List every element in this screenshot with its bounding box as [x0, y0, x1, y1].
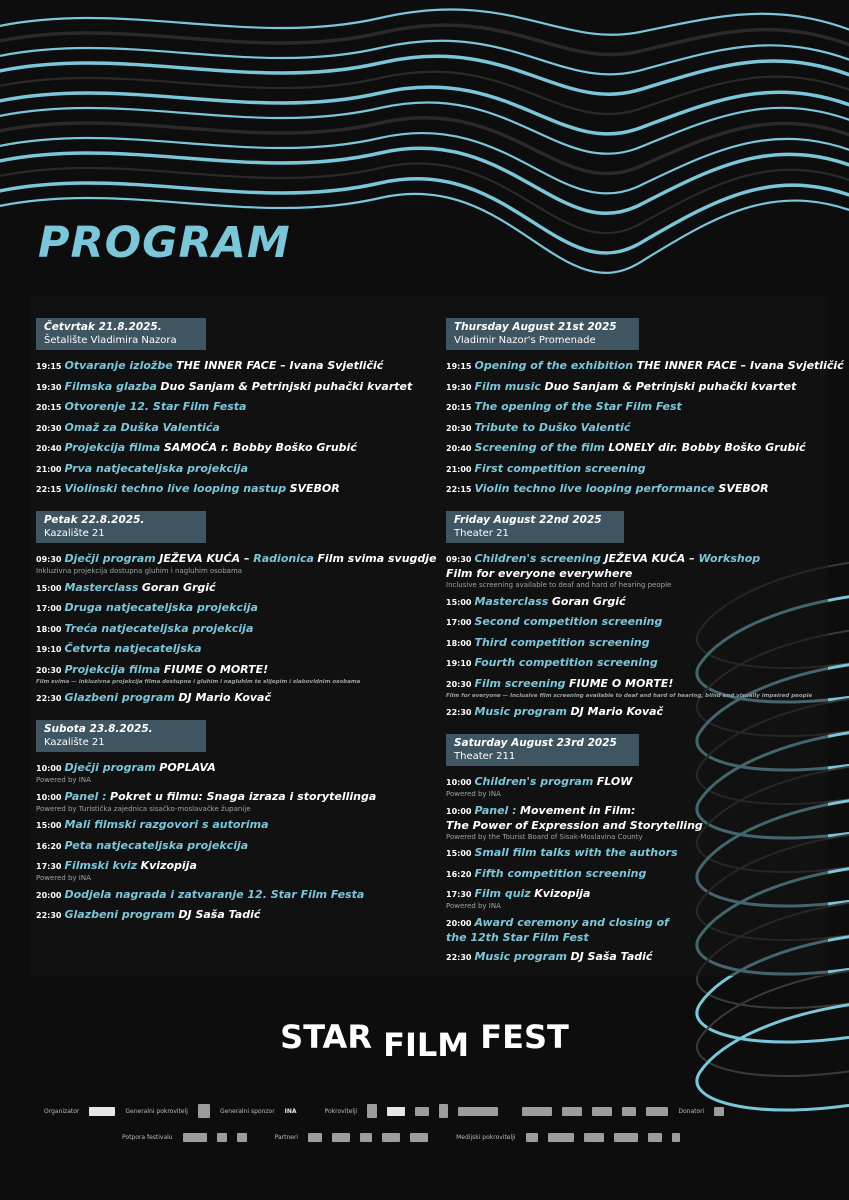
event-label: Dječji program: [64, 552, 156, 565]
day-title: Friday August 22nd 2025: [454, 514, 602, 526]
event-text-line2: The Power of Expression and Storytelling: [446, 818, 703, 832]
sponsor-label: Partneri: [274, 1133, 299, 1141]
event-time: 22:30: [446, 953, 472, 962]
event-row: [36, 663, 431, 686]
event-label: Music program: [474, 950, 567, 963]
event-label: Glazbeni program: [64, 908, 175, 921]
event-label: First competition screening: [474, 461, 646, 475]
sponsor-logo: [672, 1133, 680, 1142]
wave-line: [0, 102, 849, 153]
event-label: Award ceremony and closing of: [474, 915, 669, 929]
program-column-croatian: [36, 318, 437, 937]
event-row: [36, 601, 431, 616]
sponsor-label: Organizator: [44, 1107, 80, 1115]
day-title: Thursday August 21st 2025: [454, 321, 617, 333]
event-text: SVEBOR: [289, 482, 340, 495]
event-row: [446, 615, 841, 630]
day-venue: Theater 211: [454, 751, 516, 762]
event-row: [36, 790, 431, 813]
sponsor-logo: [332, 1133, 350, 1142]
event-row: [36, 691, 431, 706]
event-label: Otvaranje izložbe: [64, 359, 173, 372]
event-time: 20:30: [36, 665, 62, 675]
event-text: DJ Mario Kovač: [178, 691, 272, 704]
wave-line: [0, 87, 849, 134]
event-row: [446, 677, 841, 700]
event-row: [446, 887, 841, 910]
event-row: [446, 846, 841, 861]
sponsor-logo: [237, 1133, 247, 1142]
sponsor-label: Donatori: [678, 1107, 705, 1115]
day-title: Četvrtak 21.8.2025.: [44, 321, 162, 333]
event-text: Duo Sanjam & Petrinjski puhački kvartet: [160, 379, 413, 393]
day-header: [36, 511, 206, 543]
event-row: [446, 916, 841, 945]
event-label-2: Radionica: [253, 552, 314, 565]
event-text-line2: Film for everyone everywhere: [446, 567, 633, 580]
sponsor-label: Generalni pokrovitelj: [125, 1107, 188, 1115]
event-label: Omaž za Duška Valentića: [64, 420, 220, 434]
event-row: [36, 818, 431, 833]
event-time: 10:00: [36, 792, 62, 802]
event-row: [446, 950, 841, 965]
event-text: DJ Mario Kovač: [570, 705, 664, 718]
event-row: [36, 622, 431, 637]
sponsor-label: Generalni sponzor: [219, 1107, 275, 1115]
event-row: [36, 761, 431, 784]
event-label: Prva natjecateljska projekcija: [64, 461, 248, 475]
event-row: [36, 642, 431, 657]
event-row: [446, 595, 841, 610]
event-label: Filmska glazba: [64, 379, 157, 393]
event-time: 20:15: [446, 403, 472, 412]
day-title: Subota 23.8.2025.: [44, 723, 153, 735]
event-label: Violin techno live looping performance: [474, 482, 715, 495]
event-row: [446, 775, 841, 798]
event-row: [446, 705, 841, 720]
event-text: Duo Sanjam & Petrinjski puhački kvartet: [544, 379, 797, 393]
event-row: [36, 462, 431, 477]
day-header: [36, 720, 206, 752]
event-text: DJ Saša Tadić: [570, 950, 653, 963]
event-note: Powered by Turistička zajednica sisačko-moslavačke županije: [36, 804, 251, 813]
day-header: [36, 318, 206, 350]
sponsor-logo: [584, 1133, 604, 1142]
sponsor-logo: [548, 1133, 574, 1142]
day-title: Saturday August 23rd 2025: [454, 737, 617, 749]
sponsor-label: Pokrovitelji: [324, 1107, 358, 1115]
event-time: 22:30: [36, 694, 62, 703]
event-time: 16:20: [446, 869, 472, 879]
event-time: 20:00: [446, 918, 472, 928]
event-time: 17:30: [446, 890, 472, 899]
sponsor-logo: [183, 1133, 207, 1142]
event-row: [36, 552, 437, 575]
event-label: Music program: [474, 705, 567, 718]
event-label: Četvrta natjecateljska: [64, 642, 202, 655]
event-time: 20:30: [36, 423, 62, 433]
event-time: 21:00: [36, 464, 62, 474]
wave-line: [0, 148, 849, 213]
event-label: Glazbeni program: [64, 691, 175, 704]
event-time: 19:15: [36, 362, 62, 371]
event-row: [446, 441, 841, 456]
sponsor-logo: [217, 1133, 227, 1142]
logo-word-fest: FEST: [480, 1018, 569, 1056]
event-label: Film screening: [474, 676, 566, 690]
event-text: SVEBOR: [718, 482, 769, 495]
sponsor-logo: [648, 1133, 662, 1142]
event-time: 10:00: [446, 806, 472, 816]
event-label: Masterclass: [474, 594, 549, 608]
event-text: POPLAVA: [159, 761, 216, 774]
event-row: [446, 400, 841, 415]
event-label: Tribute to Duško Valentić: [474, 420, 631, 434]
event-text: Movement in Film:: [520, 803, 636, 817]
event-text: Kvizopija: [534, 887, 591, 900]
event-label: Violinski techno live looping nastup: [64, 482, 287, 495]
event-text: THE INNER FACE – Ivana Svjetličić: [636, 359, 844, 372]
sponsor-logo: [592, 1107, 612, 1116]
event-row: [446, 482, 841, 497]
event-label: Otvorenje 12. Star Film Festa: [64, 400, 247, 413]
sponsor-row-2: [44, 1124, 804, 1150]
event-row: [36, 441, 431, 456]
logo-word-film: FILM: [383, 1026, 470, 1064]
event-label: Projekcija filma: [64, 662, 161, 676]
event-text: JEŽEVA KUĆA –: [159, 552, 254, 565]
event-text: LONELY dir. Bobby Boško Grubić: [608, 441, 806, 454]
event-label: Fifth competition screening: [474, 866, 647, 880]
sponsor-logo: [622, 1107, 636, 1116]
event-time: 16:20: [36, 841, 62, 851]
event-note: Powered by the Tourist Board of Sisak-Moslavina County: [446, 832, 643, 841]
event-row: [36, 380, 431, 395]
event-note: Film for everyone — Inclusive film screening available to deaf and hard of hearing, blind and visually impaired people: [446, 692, 813, 699]
event-time: 15:00: [36, 821, 62, 830]
program-column-english: [446, 318, 844, 979]
crest-logo: [439, 1104, 448, 1118]
day-venue: Vladimir Nazor's Promenade: [454, 335, 596, 346]
event-time: 20:30: [446, 679, 472, 689]
event-row: [36, 482, 431, 497]
event-time: 19:10: [446, 659, 472, 668]
sponsor-logo: [415, 1107, 429, 1116]
day-block: [36, 318, 431, 497]
event-time: 22:15: [446, 485, 472, 494]
event-text: THE INNER FACE – Ivana Svjetličić: [176, 359, 384, 372]
organizer-logo: [89, 1107, 115, 1116]
event-time: 22:30: [446, 708, 472, 717]
day-venue: Theater 21: [454, 528, 509, 539]
event-note: Powered by INA: [446, 902, 501, 910]
event-row: [36, 839, 431, 854]
event-row: [446, 462, 841, 477]
day-title: Petak 22.8.2025.: [44, 514, 145, 526]
event-text: FIUME O MORTE!: [569, 676, 674, 690]
event-text: FLOW: [596, 775, 633, 788]
sponsor-logo: [308, 1133, 322, 1142]
event-row: [446, 552, 841, 589]
event-row: [446, 804, 841, 841]
day-block: [36, 720, 431, 923]
event-label: The opening of the Star Film Fest: [474, 400, 682, 413]
sponsor-logo: [522, 1107, 552, 1116]
event-time: 20:30: [446, 423, 472, 433]
sponsor-logo: [562, 1107, 582, 1116]
event-text: Goran Grgić: [141, 580, 216, 594]
day-block: [446, 318, 844, 497]
event-text: Goran Grgić: [551, 594, 626, 608]
event-label: Peta natjecateljska projekcija: [64, 838, 249, 852]
event-row: [446, 656, 841, 671]
event-row: [36, 400, 431, 415]
event-time: 18:00: [446, 638, 472, 648]
event-label: Children's program: [474, 775, 594, 788]
sponsor-logo: [387, 1107, 405, 1116]
event-row: [446, 421, 841, 436]
event-row: [36, 888, 431, 903]
sponsor-logo: [458, 1107, 498, 1116]
event-label: Panel :: [474, 803, 517, 817]
sponsor-logo: [646, 1107, 668, 1116]
sponsor-label: Potpora festivalu: [122, 1133, 173, 1141]
event-time: 19:10: [36, 645, 62, 654]
event-label: Small film talks with the authors: [474, 846, 678, 859]
day-header: [446, 734, 639, 766]
event-text: SAMOĆA r. Bobby Boško Grubić: [163, 441, 357, 454]
ina-logo: INA: [284, 1107, 297, 1115]
logo-word-star: STAR: [280, 1018, 372, 1056]
day-venue: Kazalište 21: [44, 528, 105, 539]
event-text: Kvizopija: [140, 859, 197, 872]
event-label: Masterclass: [64, 580, 139, 594]
event-label: Second competition screening: [474, 615, 663, 628]
event-time: 19:15: [446, 362, 472, 371]
event-time: 22:30: [36, 911, 62, 920]
event-time: 22:15: [36, 485, 62, 494]
event-time: 15:00: [36, 583, 62, 593]
event-label: Third competition screening: [474, 635, 650, 649]
sponsor-label: Medijski pokrovitelji: [456, 1133, 516, 1141]
sponsor-strip: [44, 1098, 804, 1150]
day-venue: Kazalište 21: [44, 737, 105, 748]
sponsor-logo: [526, 1133, 538, 1142]
event-time: 09:30: [36, 555, 62, 564]
event-label: Dodjela nagrada i zatvaranje 12. Star Film Festa: [64, 887, 365, 901]
event-label: Treća natjecateljska projekcija: [64, 621, 254, 635]
day-header: [446, 318, 639, 350]
event-time: 19:30: [446, 382, 472, 392]
event-note: Powered by INA: [36, 874, 91, 882]
event-time: 10:00: [36, 764, 62, 773]
sponsor-row-1: [44, 1098, 804, 1124]
event-row: [36, 359, 431, 374]
event-label: Opening of the exhibition: [474, 359, 634, 372]
event-label: Film music: [474, 379, 541, 393]
page-title: PROGRAM: [38, 218, 291, 268]
crest-logo: [367, 1104, 377, 1118]
event-text: FIUME O MORTE!: [163, 662, 269, 676]
event-time: 20:40: [446, 444, 472, 453]
event-note: Film svima — inkluzivna projekcija filma dostupna i gluhim i nagluhim te slijepim i slabovidnim osobama: [36, 678, 361, 685]
event-row: [446, 359, 844, 374]
event-label: Children's screening: [474, 552, 601, 565]
event-text: JEŽEVA KUĆA –: [604, 552, 699, 565]
event-time: 19:30: [36, 382, 62, 392]
sponsor-logo: [410, 1133, 428, 1142]
sponsor-logo: [382, 1133, 400, 1142]
event-note: Powered by INA: [446, 790, 501, 798]
event-row: [446, 380, 841, 395]
event-row: [446, 867, 841, 882]
event-label: Fourth competition screening: [474, 656, 658, 669]
event-row: [446, 636, 841, 651]
day-header: [446, 511, 624, 543]
event-label: Panel :: [64, 789, 107, 803]
day-block: [36, 511, 437, 706]
crest-logo: [198, 1104, 210, 1118]
event-time: 21:00: [446, 464, 472, 474]
event-time: 17:00: [36, 604, 62, 613]
event-time: 15:00: [446, 849, 472, 858]
sponsor-logo: [714, 1107, 724, 1116]
event-label: Druga natjecateljska projekcija: [64, 601, 258, 614]
event-label: Filmski kviz: [64, 859, 138, 872]
event-row: [36, 908, 431, 923]
sponsor-logo: [360, 1133, 372, 1142]
day-block: [446, 511, 841, 720]
event-note: Powered by INA: [36, 776, 91, 784]
event-time: 20:40: [36, 444, 62, 453]
event-label-line2: the 12th Star Film Fest: [446, 930, 589, 944]
event-time: 20:15: [36, 403, 62, 412]
event-row: [36, 421, 431, 436]
event-label: Projekcija filma: [64, 441, 161, 454]
event-time: 17:30: [36, 862, 62, 871]
event-time: 17:00: [446, 618, 472, 627]
day-block: [446, 734, 841, 965]
festival-logo: [0, 1018, 849, 1064]
event-time: 20:00: [36, 890, 62, 900]
event-time: 10:00: [446, 778, 472, 787]
event-time: 09:30: [446, 555, 472, 564]
event-text: DJ Saša Tadić: [178, 908, 261, 921]
event-label: Mali filmski razgovori s autorima: [64, 818, 269, 831]
event-row: [36, 859, 431, 882]
event-text: Pokret u filmu: Snaga izraza i storytellinga: [110, 789, 377, 803]
event-time: 15:00: [446, 597, 472, 607]
sponsor-logo: [614, 1133, 638, 1142]
event-text-2: Film svima svugdje: [317, 552, 437, 565]
event-label: Dječji program: [64, 761, 156, 774]
event-label: Screening of the film: [474, 441, 605, 454]
event-label: Film quiz: [474, 887, 531, 900]
event-time: 18:00: [36, 624, 62, 634]
event-note: Inclusive screening available to deaf and hard of hearing people: [446, 581, 672, 589]
event-note: Inkluzivna projekcija dostupna gluhim i nagluhim osobama: [36, 567, 243, 575]
day-venue: Šetalište Vladimira Nazora: [44, 335, 177, 346]
event-row: [36, 581, 431, 596]
event-label-2: Workshop: [698, 552, 761, 565]
